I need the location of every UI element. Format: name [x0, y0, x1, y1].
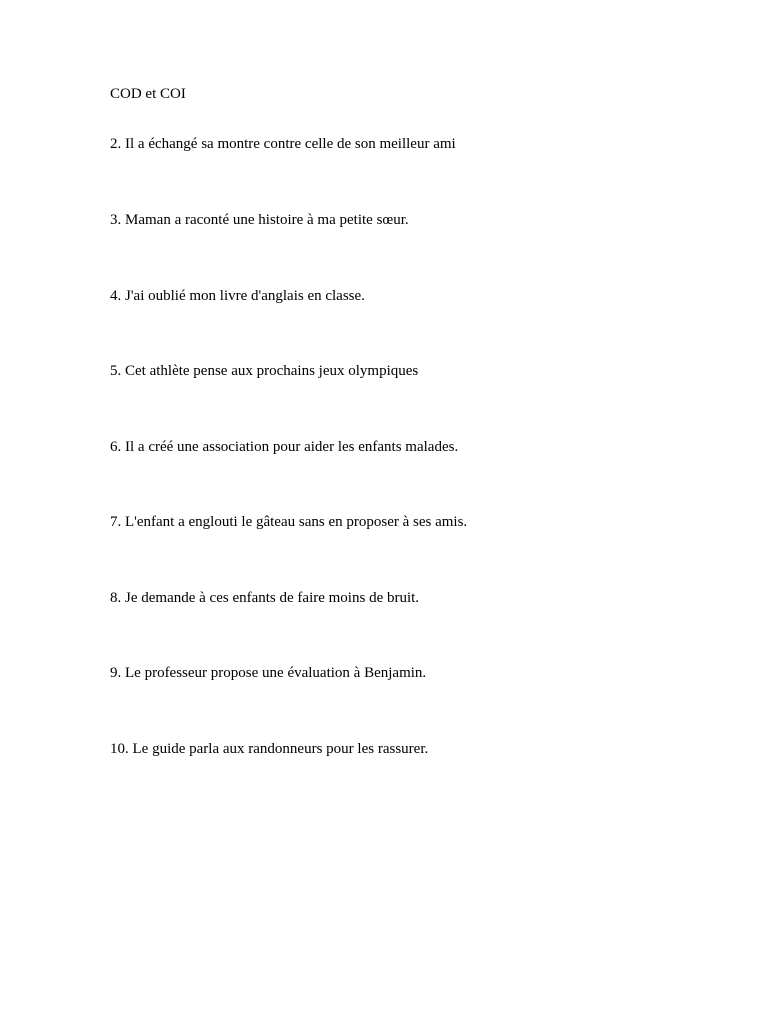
sentence-2: 2. Il a échangé sa montre contre celle de son meilleur ami: [110, 136, 456, 152]
sentence-3: 3. Maman a raconté une histoire à ma petite sœur.: [110, 212, 409, 228]
sentence-5: 5. Cet athlète pense aux prochains jeux olympiques: [110, 363, 419, 379]
document-title: COD et COI: [110, 86, 186, 102]
sentence-6: 6. Il a créé une association pour aider les enfants malades.: [110, 439, 459, 455]
sentence-9: 9. Le professeur propose une évaluation à Benjamin.: [110, 665, 427, 681]
sentence-4: 4. J'ai oublié mon livre d'anglais en classe.: [110, 288, 365, 304]
sentence-10: 10. Le guide parla aux randonneurs pour les rassurer.: [110, 741, 429, 757]
sentence-7: 7. L'enfant a englouti le gâteau sans en proposer à ses amis.: [110, 514, 468, 530]
sentence-8: 8. Je demande à ces enfants de faire moins de bruit.: [110, 590, 420, 606]
